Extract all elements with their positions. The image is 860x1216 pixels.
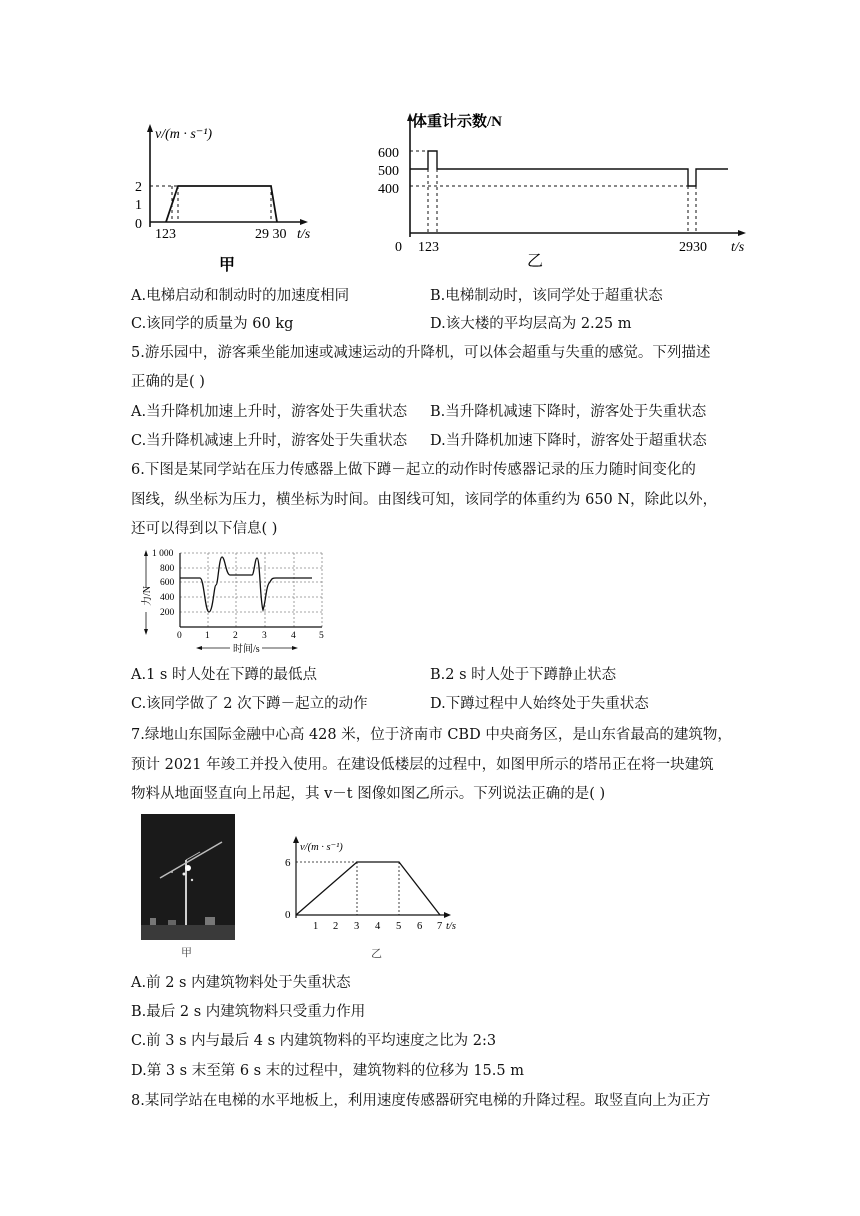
- q6-stem-line2: 图线，纵坐标为压力，横坐标为时间。由图线可知，该同学的体重约为 650 N，除此以外，: [131, 492, 718, 508]
- q4-option-a: A.电梯启动和制动时的加速度相同: [131, 288, 350, 304]
- q6-xtick-5: 5: [319, 631, 324, 641]
- q7-stem-line2: 预计 2021 年竣工并投入使用。在建设低楼层的过程中，如图甲所示的塔吊正在将一块建筑: [131, 757, 714, 773]
- vt-jia-ytick-0: 0: [135, 217, 142, 232]
- q7-vt-xtick-6: 6: [417, 921, 423, 932]
- q6-option-c: C.该同学做了 2 次下蹲－起立的动作: [131, 696, 368, 712]
- vt-jia-caption: 甲: [219, 257, 236, 274]
- q7-option-a: A.前 2 s 内建筑物料处于失重状态: [131, 975, 351, 991]
- vt-jia-xtick-123: 123: [155, 227, 176, 242]
- force-curve: [180, 557, 312, 612]
- q5-option-b: B.当升降机减速下降时，游客处于失重状态: [430, 404, 707, 420]
- q6-ytick-1000: 1 000: [152, 549, 174, 559]
- q7-vt-xtick-3: 3: [354, 921, 360, 932]
- scale-yi-ylabel: 体重计示数/N: [412, 114, 503, 130]
- scale-yi-caption: 乙: [527, 253, 544, 270]
- q6-option-d: D.下蹲过程中人始终处于失重状态: [430, 696, 649, 712]
- q6-option-a: A.1 s 时人处在下蹲的最低点: [131, 667, 317, 683]
- scale-yi-xlabel: t/s: [731, 240, 745, 255]
- q7-stem-line1: 7.绿地山东国际金融中心高 428 米，位于济南市 CBD 中央商务区，是山东省最高的建筑物，: [131, 727, 732, 743]
- q7-photo-caption: 甲: [181, 947, 192, 959]
- scale-graph-yi: [407, 113, 746, 237]
- vt-jia-xtick-2930: 29 30: [255, 227, 287, 242]
- q5-option-d: D.当升降机加速下降时，游客处于超重状态: [430, 433, 707, 449]
- tower-crane-photo: [141, 814, 235, 940]
- q7-vt-ytick-6: 6: [285, 857, 291, 869]
- q7-option-c: C.前 3 s 内与最后 4 s 内建筑物料的平均速度之比为 2:3: [131, 1033, 497, 1049]
- vt-jia-ylabel: v/(m · s⁻¹): [155, 127, 213, 142]
- scale-yi-ytick-400: 400: [378, 182, 399, 197]
- q5-option-c: C.当升降机减速上升时，游客处于失重状态: [131, 433, 408, 449]
- vt-jia-ytick-2: 2: [135, 180, 142, 195]
- q4-option-d: D.该大楼的平均层高为 2.25 m: [430, 316, 632, 332]
- q6-xtick-3: 3: [262, 631, 267, 641]
- q6-stem-line3: 还可以得到以下信息( ): [131, 521, 278, 537]
- q6-ytick-400: 400: [160, 593, 175, 603]
- q8-stem-line1: 8.某同学站在电梯的水平地板上，利用速度传感器研究电梯的升降过程。取竖直向上为正方: [131, 1093, 711, 1109]
- q7-vt-xtick-7: 7: [437, 921, 443, 932]
- q6-ytick-600: 600: [160, 578, 175, 588]
- q5-option-a: A.当升降机加速上升时，游客处于失重状态: [131, 404, 408, 420]
- q7-vt-xlabel: t/s: [446, 921, 456, 932]
- q7-vt-xtick-1: 1: [313, 921, 319, 932]
- q7-stem-line3: 物料从地面竖直向上吊起，其 v－t 图像如图乙所示。下列说法正确的是( ): [131, 786, 606, 802]
- q5-stem-line1: 5.游乐园中，游客乘坐能加速或减速运动的升降机，可以体会超重与失重的感觉。下列描述: [131, 345, 711, 361]
- q4-option-c: C.该同学的质量为 60 kg: [131, 316, 294, 332]
- q4-figure: [0, 0, 860, 280]
- q6-xtick-2: 2: [233, 631, 238, 641]
- scale-yi-ytick-600: 600: [378, 146, 399, 161]
- q7-option-d: D.第 3 s 末至第 6 s 末的过程中，建筑物料的位移为 15.5 m: [131, 1063, 524, 1079]
- q7-vt-ylabel: v/(m · s⁻¹): [300, 842, 343, 853]
- q7-vt-xtick-2: 2: [333, 921, 339, 932]
- vt-jia-ytick-1: 1: [135, 198, 142, 213]
- scale-yi-xtick-2930: 2930: [679, 240, 707, 255]
- q6-force-time-graph: [0, 540, 860, 660]
- q6-ytick-800: 800: [160, 564, 175, 574]
- scale-yi-xtick-0: 0: [395, 240, 402, 255]
- q7-vt-origin: 0: [285, 909, 291, 921]
- q6-xtick-4: 4: [291, 631, 296, 641]
- q6-ylabel: 力/N: [142, 586, 153, 606]
- q6-option-b: B.2 s 时人处于下蹲静止状态: [430, 667, 617, 683]
- vt-jia-xlabel: t/s: [297, 227, 311, 242]
- scale-yi-ytick-500: 500: [378, 164, 399, 179]
- q7-vt-xtick-5: 5: [396, 921, 402, 932]
- q6-ytick-200: 200: [160, 608, 175, 618]
- q6-xtick-1: 1: [205, 631, 210, 641]
- q4-option-b: B.电梯制动时，该同学处于超重状态: [430, 288, 663, 304]
- q7-option-b: B.最后 2 s 内建筑物料只受重力作用: [131, 1004, 366, 1020]
- q6-xlabel: 时间/s: [233, 644, 260, 655]
- q5-stem-line2: 正确的是( ): [131, 374, 205, 390]
- q7-vt-xtick-4: 4: [375, 921, 381, 932]
- q7-figure: [0, 808, 860, 968]
- scale-yi-xtick-123: 123: [418, 240, 439, 255]
- q6-xtick-0: 0: [177, 631, 182, 641]
- q7-vt-caption: 乙: [371, 948, 382, 960]
- q6-stem-line1: 6.下图是某同学站在压力传感器上做下蹲－起立的动作时传感器记录的压力随时间变化的: [131, 462, 696, 478]
